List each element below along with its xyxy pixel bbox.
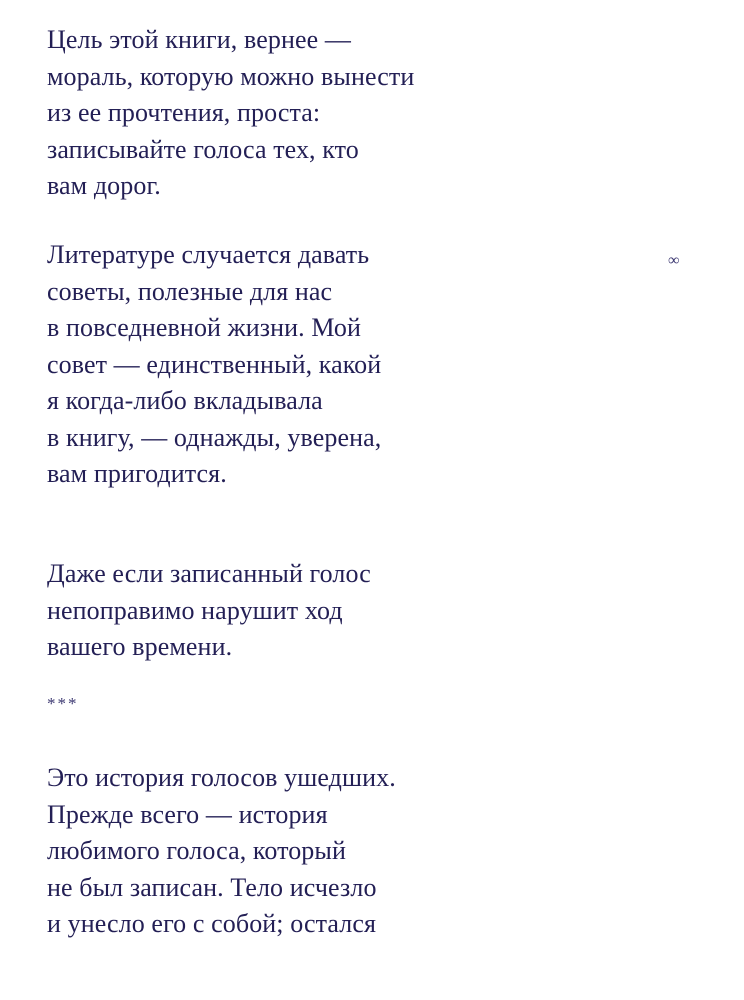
text-line: в повседневной жизни. Мой [47,313,362,342]
paragraph-2 [47,237,381,493]
text-line: Литературе случается давать [47,240,370,269]
text-line: из ее прочтения, проста: [47,98,321,127]
text-line: в книгу, — однажды, уверена, [47,422,382,452]
section-separator: *** [47,694,79,713]
text-line: записывайте голоса тех, кто [47,134,359,164]
text-line: вашего времени. [47,632,233,661]
paragraph-3 [47,556,371,666]
text-line: мораль, которую можно вынести [47,61,415,91]
text-line: Даже если записанный голос [47,559,371,588]
text-line: Это история голосов ушедших. [47,763,396,792]
text-line: Цель этой книги, вернее — [47,25,351,54]
text-line: любимого голоса, который [47,836,346,865]
text-line: вам пригодится. [47,459,227,488]
text-line: я когда-либо вкладывала [47,386,323,415]
text-line: и унесло его с собой; остался [47,909,377,938]
text-line: не был записан. Тело исчезло [47,872,377,902]
text-line: Прежде всего — история [47,799,328,829]
paragraph-4 [47,760,396,943]
text-line: вам дорог. [47,171,161,200]
paragraph-1 [47,22,414,205]
text-line: непоправимо нарушит ход [47,595,343,625]
text-line: совет — единственный, какой [47,349,382,379]
text-line: советы, полезные для нас [47,276,333,306]
page-number: ∞ [668,252,680,269]
